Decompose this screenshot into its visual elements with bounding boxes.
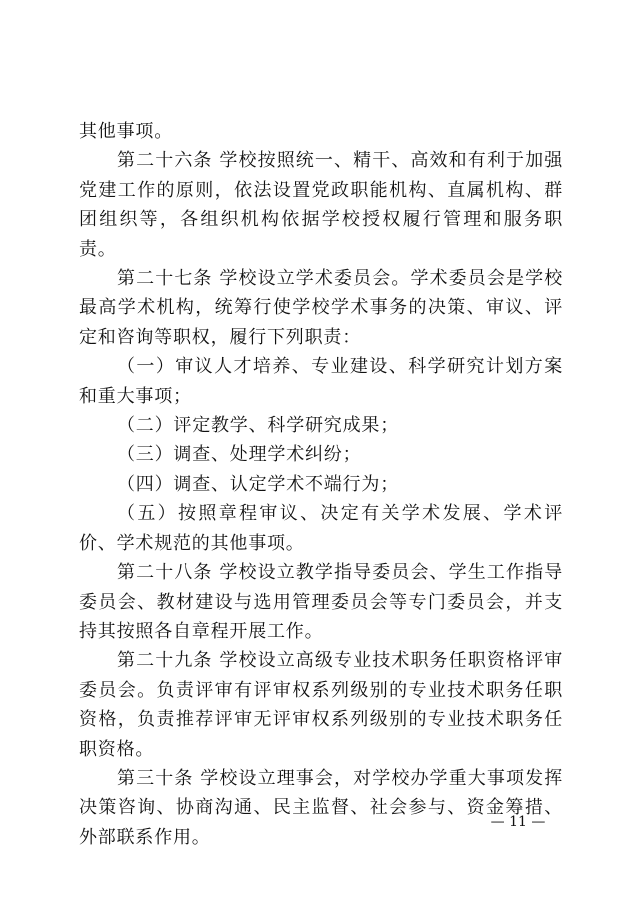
document-body [79, 117, 563, 852]
paragraph-item-2: （二）评定教学、科学研究成果； [117, 415, 399, 437]
paragraph-article-26: 第二十六条 学校按照统一、精干、高效和有利于加强党建工作的原则，依法设置党政职能机构、直属机构、群团组织等，各组织机构依据学校授权履行管理和服务职责。 [79, 150, 563, 260]
paragraph-item-4: （四）调查、认定学术不端行为； [117, 473, 399, 495]
paragraph-article-27: 第二十七条 学校设立学术委员会。学术委员会是学校最高学术机构，统筹行使学校学术事务的决策、审议、评定和咨询等职权，履行下列职责： [79, 268, 563, 348]
page-number: — 11 — [490, 814, 546, 830]
paragraph-item-1: （一）审议人才培养、专业建设、科学研究计划方案和重大事项； [79, 356, 563, 407]
paragraph-article-30: 第三十条 学校设立理事会，对学校办学重大事项发挥决策咨询、协商沟通、民主监督、社会参与、资金筹措、外部联系作用。 [79, 767, 563, 848]
paragraph-continuation: 其他事项。 [79, 121, 173, 142]
paragraph-item-3: （三）调查、处理学术纠纷； [117, 444, 362, 466]
paragraph-item-5: （五）按照章程审议、决定有关学术发展、学术评价、学术规范的其他事项。 [79, 503, 563, 554]
paragraph-article-29: 第二十九条 学校设立高级专业技术职务任职资格评审委员会。负责评审有评审权系列级别的专业技术职务任职资格，负责推荐评审无评审权系列级别的专业技术职务任职资格。 [79, 650, 563, 760]
paragraph-article-28: 第二十八条 学校设立教学指导委员会、学生工作指导委员会、教材建设与选用管理委员会等专门委员会，并支持其按照各自章程开展工作。 [79, 562, 563, 642]
